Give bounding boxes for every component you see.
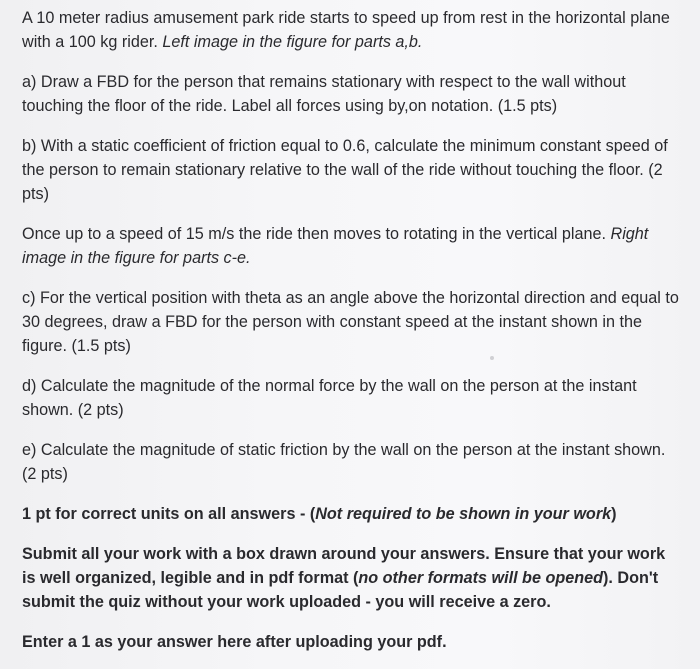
part-e: e) Calculate the magnitude of static friction by the wall on the person at the instant shown. (2 pts): [22, 441, 666, 483]
units-note: [22, 502, 682, 526]
transition-figure-note: Right image in the figure for parts c-e.: [22, 225, 649, 267]
intro-paragraph: [22, 6, 682, 54]
transition-paragraph: [22, 222, 682, 270]
intro-text: A 10 meter radius amusement park ride starts to speed up from rest in the horizontal plane with a 100 kg rider.: [22, 9, 670, 51]
part-d: d) Calculate the magnitude of the normal force by the wall on the person at the instant shown. (2 pts): [22, 377, 637, 419]
transition-text: Once up to a speed of 15 m/s the ride then moves to rotating in the vertical plane.: [22, 225, 606, 243]
submit-note-text-2: ). Don't submit the quiz without your work uploaded - you will receive a zero.: [22, 569, 659, 611]
final-note: Enter a 1 as your answer here after uploading your pdf.: [22, 633, 447, 651]
part-a: a) Draw a FBD for the person that remains stationary with respect to the wall without touching the floor of the ride. Label all forces using by,on notation. (1.5 pts): [22, 73, 626, 115]
submit-note-emphasis: no other formats will be opened: [358, 569, 604, 587]
speck-mark: [490, 356, 494, 360]
units-note-text: 1 pt for correct units on all answers - (: [22, 505, 316, 523]
intro-figure-note: Left image in the figure for parts a,b.: [162, 33, 423, 51]
submit-note: [22, 542, 682, 614]
part-b: b) With a static coefficient of friction equal to 0.6, calculate the minimum constant speed of the person to remain stationary relative to the wall of the ride without touching the floor. (2 pts): [22, 137, 668, 203]
units-note-emphasis: Not required to be shown in your work: [315, 505, 612, 523]
submit-note-text-1: Submit all your work with a box drawn around your answers. Ensure that your work is well organized, legible and in pdf format (: [22, 545, 666, 587]
units-note-end: ): [611, 505, 617, 523]
part-c: c) For the vertical position with theta as an angle above the horizontal direction and equal to 30 degrees, draw a FBD for the person with constant speed at the instant shown in the figure. (1.5 pts): [22, 289, 679, 355]
